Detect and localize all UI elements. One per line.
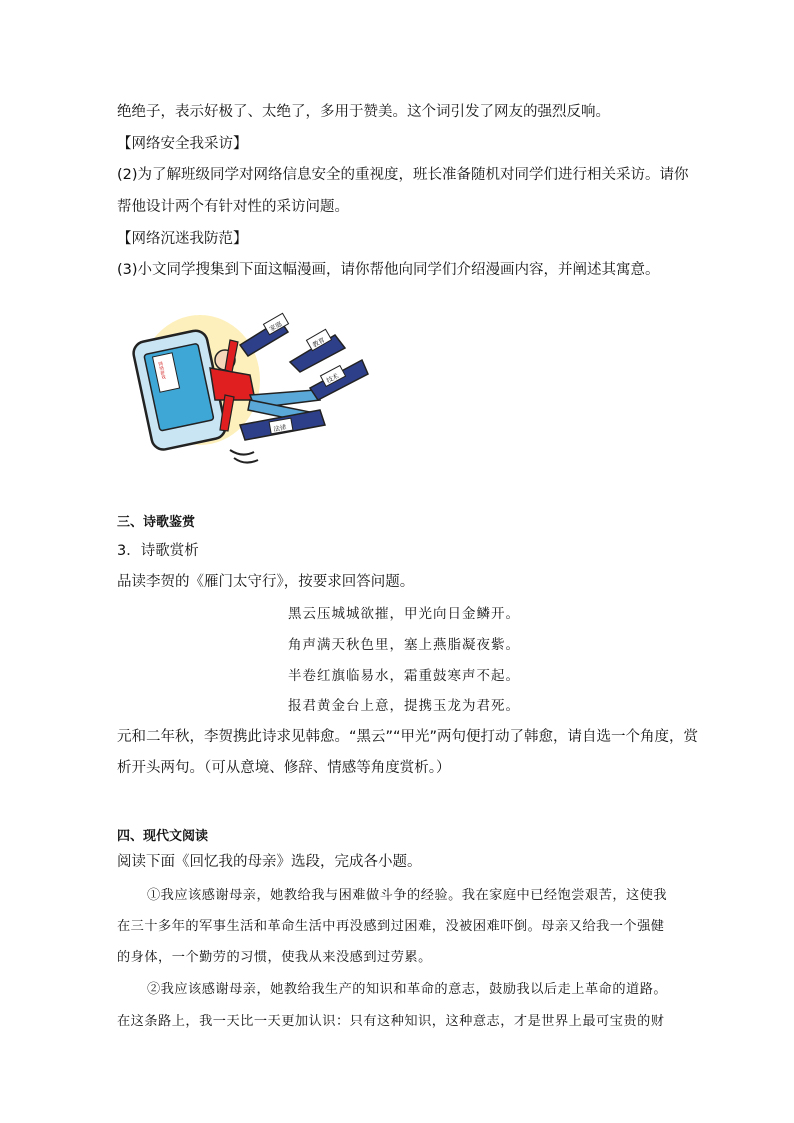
poem-question-line-1: 元和二年秋，李贺携此诗求见韩愈。“黑云”“甲光”两句便打动了韩愈，请自选一个角度，赏 <box>117 729 699 745</box>
arm-label-education: 教育 <box>311 335 327 350</box>
section-heading-security: 【网络安全我采访】 <box>117 136 248 152</box>
question-2-line-1: (2)为了解班级同学对网络信息安全的重视度，班长准备随机对同学们进行相关采访。请你 <box>117 167 689 183</box>
text-line: 绝绝子，表示好极了、太绝了，多用于赞美。这个词引发了网友的强烈反响。 <box>117 104 610 120</box>
poem-line-1: 黑云压城城欲摧，甲光向日金鳞开。 <box>288 606 520 622</box>
poem-question-line-2: 析开头两句。（可从意境、修辞、情感等角度赏析。） <box>117 760 451 776</box>
comic-illustration <box>130 300 370 470</box>
section-4-heading: 四、现代文阅读 <box>117 829 209 844</box>
poem-line-4: 报君黄金台上意，提携玉龙为君死。 <box>288 698 520 714</box>
arm-education <box>290 329 345 372</box>
paragraph-2-line-2: 在这条路上，我一天比一天更加认识：只有这种知识，这种意志，才是世界上最可宝贵的财 <box>117 1014 665 1029</box>
poem-line-2: 角声满天秋色里，塞上燕脂凝夜紫。 <box>288 637 520 653</box>
arm-label-law: 法律 <box>272 423 287 434</box>
paragraph-1-line-2: 在三十多年的军事生活和革命生活中再没感到过困难，没被困难吓倒。母亲又给我一个强健 <box>117 919 665 934</box>
arm-label-family: 家庭 <box>268 319 284 334</box>
section-3-heading: 三、诗歌鉴赏 <box>117 515 196 530</box>
section-3-intro: 品读李贺的《雁门太守行》，按要求回答问题。 <box>117 574 415 590</box>
phone-screen-label: 网络游戏 <box>157 361 166 380</box>
arm-family <box>240 313 289 356</box>
section-heading-addiction: 【网络沉迷我防范】 <box>117 231 248 247</box>
paragraph-2-line-1: ②我应该感谢母亲，她教给我生产的知识和革命的意志，鼓励我以后走上革命的道路。 <box>147 982 668 997</box>
arm-technology <box>310 360 368 400</box>
paragraph-1-line-3: 的身体，一个勤劳的习惯，使我从来没感到过劳累。 <box>117 950 432 965</box>
poem-line-3: 半卷红旗临易水，霜重鼓寒声不起。 <box>288 668 520 684</box>
arm-label-technology: 技术 <box>324 371 341 386</box>
question-3: (3)小文同学搜集到下面这幅漫画，请你帮他向同学们介绍漫画内容，并阐述其寓意。 <box>117 262 660 278</box>
question-2-line-2: 帮他设计两个有针对性的采访问题。 <box>117 199 349 215</box>
section-4-intro: 阅读下面《回忆我的母亲》选段，完成各小题。 <box>117 854 422 870</box>
subsection-3-title: 3．诗歌赏析 <box>117 543 199 559</box>
paragraph-1-line-1: ①我应该感谢母亲，她教给我与困难做斗争的经验。我在家庭中已经饱尝艰苦，这使我 <box>147 888 668 903</box>
